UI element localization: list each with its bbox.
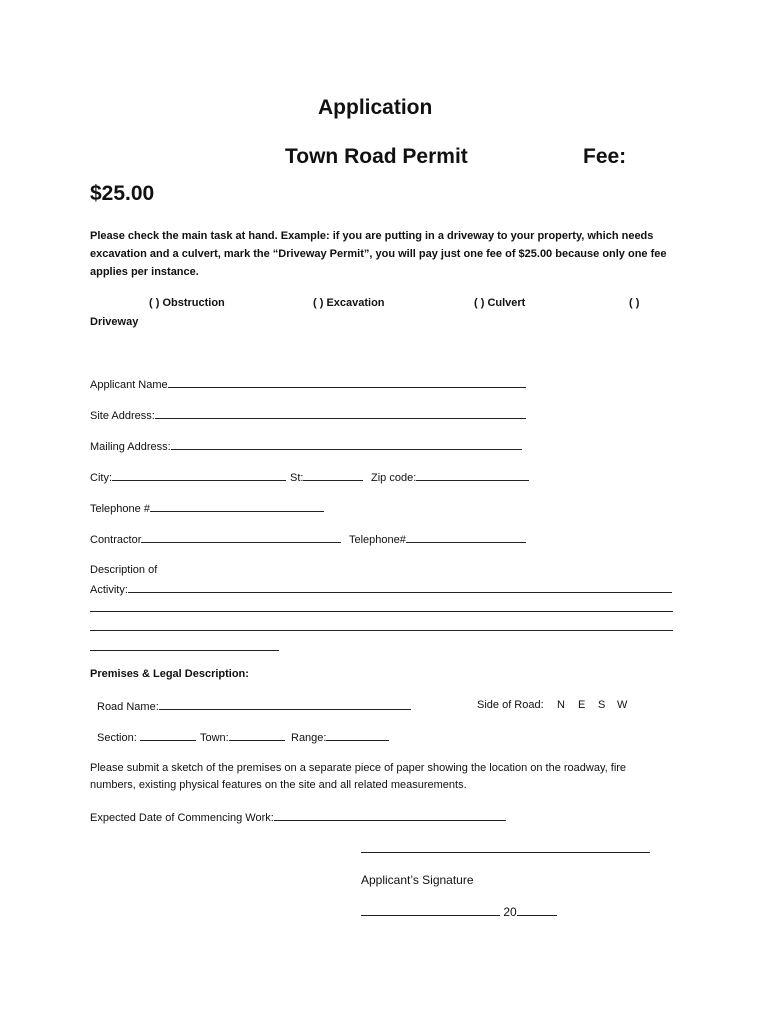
telephone-field[interactable]	[90, 501, 324, 516]
signature-line[interactable]	[361, 842, 650, 853]
document-title: Application	[318, 96, 433, 119]
state-field[interactable]	[290, 470, 363, 485]
instruction-line: Please check the main task at hand. Example: if you are putting in a driveway to your property, which needs	[90, 230, 654, 242]
town-field[interactable]	[200, 730, 285, 745]
side-option-w[interactable]: W	[617, 699, 628, 711]
option-obstruction[interactable]: ( ) Obstruction	[149, 297, 225, 309]
option-culvert[interactable]: ( ) Culvert	[474, 297, 526, 309]
telephone-label: Telephone #	[90, 503, 150, 515]
option-driveway-label: Driveway	[90, 316, 139, 328]
contractor-telephone-field[interactable]	[349, 532, 526, 547]
year-prefix: 20	[503, 905, 517, 919]
range-field[interactable]	[291, 730, 389, 745]
expected-date-label: Expected Date of Commencing Work:	[90, 812, 274, 824]
description-line[interactable]	[90, 620, 673, 631]
site-address-field[interactable]	[90, 408, 526, 423]
side-option-n[interactable]: N	[557, 699, 565, 711]
side-option-e[interactable]: E	[578, 699, 586, 711]
side-of-road-label: Side of Road:	[477, 699, 544, 711]
activity-label: Activity:	[90, 584, 128, 596]
sketch-note-line: Please submit a sketch of the premises on a separate piece of paper showing the location on the roadway, fire	[90, 762, 627, 774]
site-address-label: Site Address:	[90, 410, 155, 422]
premises-heading: Premises & Legal Description:	[90, 668, 249, 680]
instruction-line: excavation and a culvert, mark the “Driveway Permit”, you will pay just one fee of $25.00 because only one fee	[90, 248, 667, 260]
sketch-note-line: numbers, existing physical features on the site and all related measurements.	[90, 779, 467, 791]
road-name-label: Road Name:	[97, 701, 159, 713]
city-label: City:	[90, 472, 112, 484]
document-subtitle: Town Road Permit	[285, 145, 468, 168]
section-label: Section:	[97, 732, 137, 744]
town-label: Town:	[200, 732, 229, 744]
fee-amount: $25.00	[90, 182, 155, 205]
applicant-name-field[interactable]	[90, 377, 526, 392]
applicant-name-label: Applicant Name	[90, 379, 168, 391]
contractor-telephone-label: Telephone#	[349, 534, 406, 546]
city-field[interactable]	[90, 470, 286, 485]
range-label: Range:	[291, 732, 327, 744]
contractor-field[interactable]	[90, 532, 341, 547]
contractor-label: Contractor	[90, 534, 142, 546]
mailing-address-label: Mailing Address:	[90, 441, 171, 453]
description-label: Description of	[90, 564, 158, 576]
option-excavation[interactable]: ( ) Excavation	[313, 297, 385, 309]
fee-label: Fee:	[583, 145, 627, 168]
mailing-address-field[interactable]	[90, 439, 522, 454]
description-line[interactable]	[90, 601, 673, 612]
option-driveway-checkbox[interactable]: ( )	[629, 297, 640, 309]
road-name-field[interactable]	[97, 699, 411, 714]
expected-date-field[interactable]	[90, 810, 506, 825]
side-option-s[interactable]: S	[598, 699, 606, 711]
instruction-line: applies per instance.	[90, 266, 199, 278]
signature-date-field[interactable]	[361, 905, 557, 919]
section-field[interactable]	[97, 730, 196, 745]
description-line[interactable]	[90, 640, 279, 651]
state-label: St:	[290, 472, 304, 484]
signature-label: Applicant’s Signature	[361, 873, 474, 887]
description-field[interactable]	[90, 582, 672, 597]
zip-field[interactable]	[371, 470, 529, 485]
zip-label: Zip code:	[371, 472, 417, 484]
